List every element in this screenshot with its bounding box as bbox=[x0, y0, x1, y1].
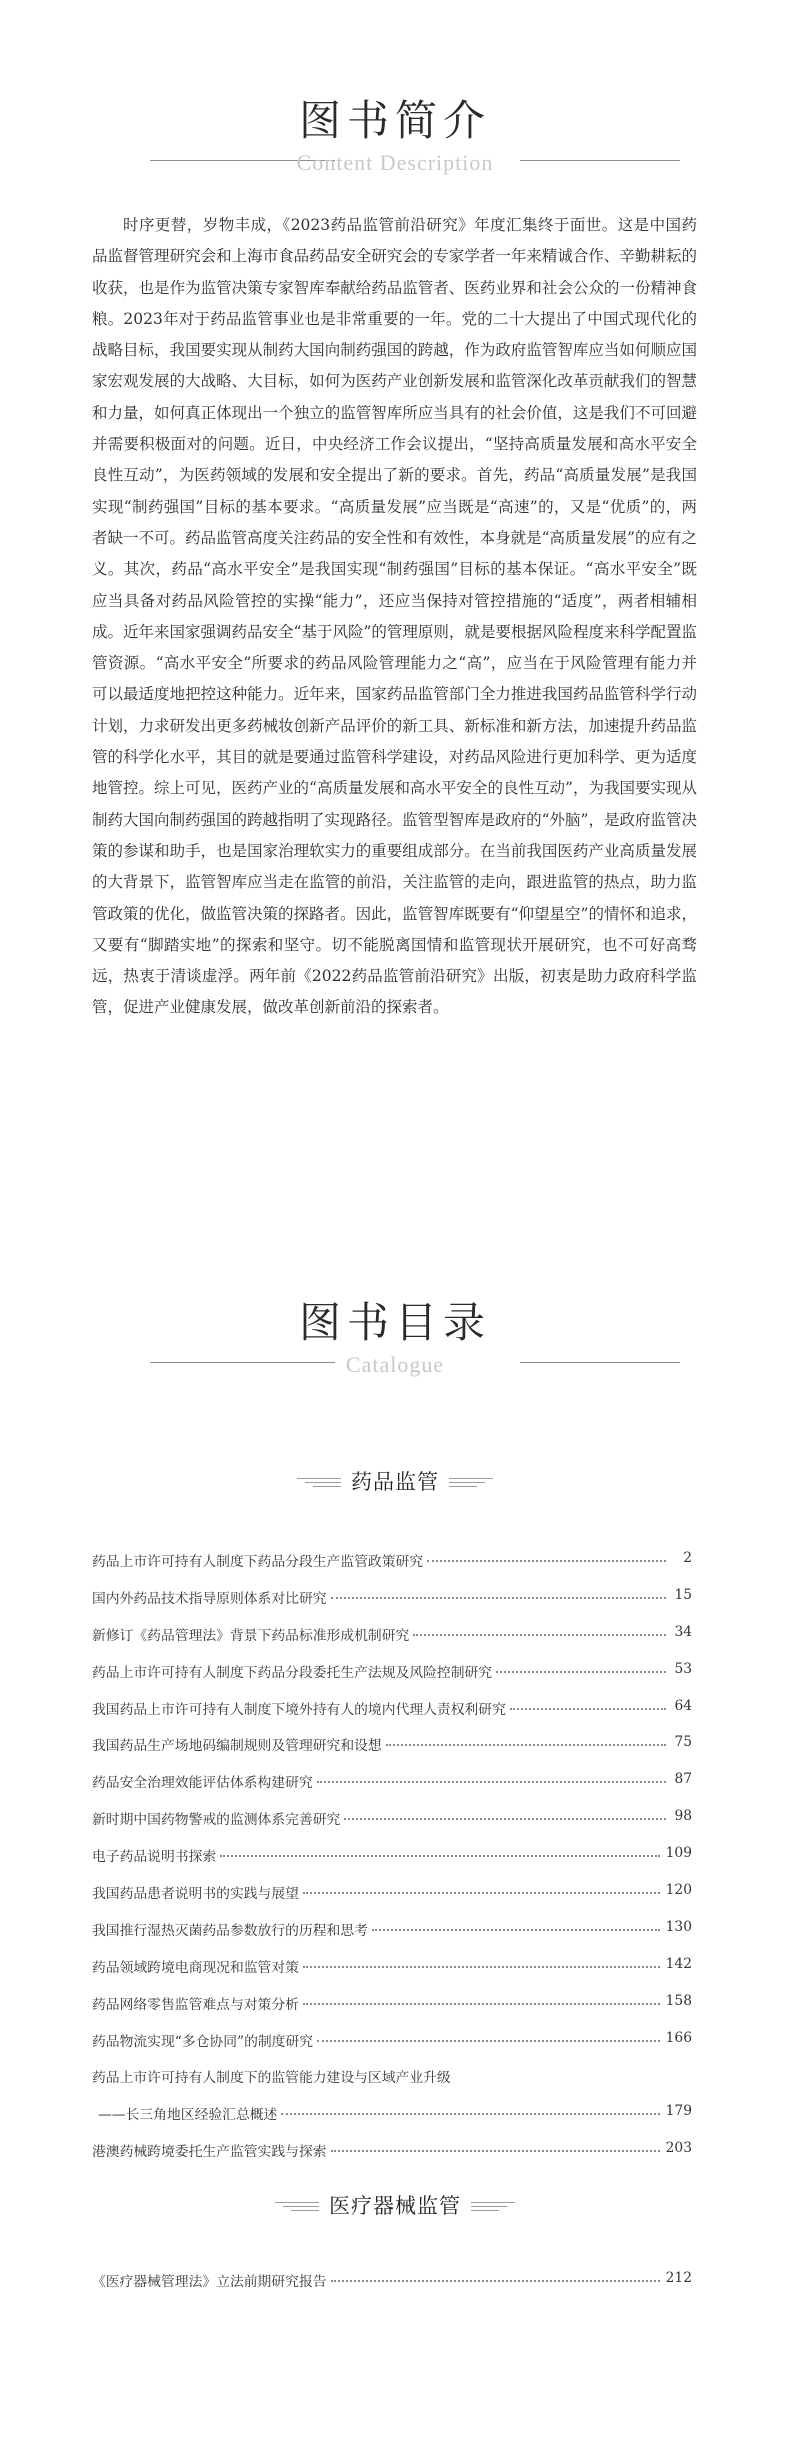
catalogue-subtitle: Catalogue bbox=[345, 1352, 445, 1377]
toc-entry[interactable] bbox=[92, 1808, 692, 1845]
toc-entry[interactable] bbox=[92, 2140, 692, 2177]
toc-leader bbox=[303, 1882, 660, 1894]
toc-entry-page: 34 bbox=[674, 1623, 692, 1640]
toc-entry[interactable] bbox=[92, 1993, 692, 2030]
toc-entry-title: 药品上市许可持有人制度下药品分段生产监管政策研究 bbox=[92, 1554, 424, 1570]
section-heading-label: 医疗器械监管 bbox=[329, 2194, 461, 2218]
toc-entry-title: 我国药品上市许可持有人制度下境外持有人的境内代理人责权利研究 bbox=[92, 1701, 506, 1718]
toc-leader bbox=[372, 1919, 660, 1931]
toc-entry-title: 新时期中国药物警戒的监测体系完善研究 bbox=[92, 1812, 341, 1829]
toc-entry[interactable] bbox=[92, 2270, 692, 2307]
toc-leader bbox=[281, 2103, 659, 2115]
toc-entry-continuation[interactable] bbox=[92, 2103, 692, 2140]
toc-leader bbox=[220, 1845, 659, 1857]
toc-entry-title: 药品安全治理效能评估体系构建研究 bbox=[92, 1775, 313, 1792]
toc-entry[interactable] bbox=[92, 1882, 692, 1919]
toc-entry[interactable] bbox=[92, 1698, 692, 1735]
toc-leader bbox=[413, 1624, 666, 1636]
toc-list-drug bbox=[92, 1550, 692, 2177]
toc-entry-page: 2 bbox=[683, 1550, 692, 1566]
catalogue-heading bbox=[0, 1290, 790, 1400]
toc-leader bbox=[303, 1993, 660, 2005]
toc-entry-title: ——长三角地区经验汇总概述 bbox=[98, 2107, 278, 2124]
toc-entry[interactable] bbox=[92, 2066, 692, 2103]
toc-entry-page: 120 bbox=[665, 1882, 692, 1899]
toc-leader bbox=[303, 1956, 660, 1968]
catalogue-title: 图书目录 bbox=[298, 1298, 491, 1347]
toc-entry[interactable] bbox=[92, 1771, 692, 1808]
toc-entry-page: 15 bbox=[674, 1586, 692, 1603]
section-heading-device bbox=[0, 2190, 790, 2220]
section-heading-label: 药品监管 bbox=[351, 1470, 439, 1494]
toc-entry-title: 新修订《药品管理法》背景下药品标准形成机制研究 bbox=[92, 1627, 410, 1644]
toc-entry[interactable] bbox=[92, 1845, 692, 1882]
toc-entry-page: 142 bbox=[665, 1955, 692, 1972]
toc-entry[interactable] bbox=[92, 2030, 692, 2067]
toc-leader bbox=[317, 2030, 660, 2042]
toc-entry-title: 药品网络零售监管难点与对策分析 bbox=[92, 1996, 299, 2013]
toc-entry-title: 药品物流实现“多仓协同”的制度研究 bbox=[92, 2033, 314, 2050]
toc-entry[interactable] bbox=[92, 1587, 692, 1624]
toc-entry-page: 130 bbox=[665, 1918, 692, 1935]
toc-entry-page: 158 bbox=[665, 1992, 692, 2009]
toc-list-device bbox=[92, 2270, 692, 2307]
toc-entry-title: 药品上市许可持有人制度下药品分段委托生产法规及风险控制研究 bbox=[92, 1664, 493, 1681]
toc-entry-title: 药品上市许可持有人制度下的监管能力建设与区域产业升级 bbox=[92, 2070, 451, 2087]
toc-leader bbox=[317, 1771, 666, 1783]
intro-paragraph: 时序更替，岁物丰成，《2023药品监管前沿研究》年度汇集终于面世。这是中国药品监督管理研究会和上海市食品药品安全研究会的专家学者一年来精诚合作、辛勤耕耘的收获，也是作为监管决策专家智库奉献给药品监管者、医药业界和社会公众的一份精神食粮。2023年对于药品监管事业也是非常重要的一年。党的二十大提出了中国式现代化的战略目标，我国要实现从制药大国向制药强国的跨越，作为政府监管智库应当如何顺应国家宏观发展的大战略、大目标，如何为医药产业创新发展和监管深化改革贡献我们的智慧和力量，如何真正体现出一个独立的监管智库所应当具有的社会价值，这是我们不可回避并需要积极面对的问题。近日，中央经济工作会议提出，“坚持高质量发展和高水平安全良性互动”，为医药领域的发展和安全提出了新的要求。首先，药品“高质量发展”是我国实现“制药强国”目标的基本要求。“高质量发展”应当既是“高速”的，又是“优质”的，两者缺一不可。药品监管高度关注药品的安全性和有效性，本身就是“高质量发展”的应有之义。其次，药品“高水平安全”是我国实现“制药强国”目标的基本保证。“高水平安全”既应当具备对药品风险管控的实操“能力”，还应当保持对管控措施的“适度”，两者相辅相成。近年来国家强调药品安全“基于风险”的管理原则，就是要根据风险程度来科学配置监管资源。“高水平安全”所要求的药品风险管理能力之“高”，应当在于风险管理有能力并可以最适度地把控这种能力。近年来，国家药品监管部门全力推进我国药品监管科学行动计划，力求研发出更多药械妆创新产品评价的新工具、新标准和新方法，加速提升药品监管的科学化水平，其目的就是要通过监管科学建设，对药品风险进行更加科学、更为适度地管控。综上可见，医药产业的“高质量发展和高水平安全的良性互动”，为我国要实现从制药大国向制药强国的跨越指明了实现路径。监管型智库是政府的“外脑”，是政府监管决策的参谋和助手，也是国家治理软实力的重要组成部分。在当前我国医药产业高质量发展的大背景下，监管智库应当走在监管的前沿，关注监管的走向，跟进监管的热点，助力监管政策的优化，做监管决策的探路者。因此，监管智库既要有“仰望星空”的情怀和追求，又要有“脚踏实地”的探索和坚守。切不能脱离国情和监管现状开展研究，也不可好高骛远，热衷于清谈虚浮。两年前《2022药品监管前沿研究》出版，初衷是助力政府科学监管，促进产业健康发展，做改革创新前沿的探索者。 bbox=[92, 216, 697, 1017]
toc-entry-title: 国内外药品技术指导原则体系对比研究 bbox=[92, 1590, 327, 1607]
toc-leader bbox=[331, 2140, 660, 2152]
toc-entry-page: 64 bbox=[674, 1697, 692, 1714]
intro-title: 图书简介 bbox=[298, 96, 491, 145]
toc-leader bbox=[331, 1587, 666, 1599]
toc-entry[interactable] bbox=[92, 1661, 692, 1698]
toc-entry-title: 我国药品生产场地码编制规则及管理研究和设想 bbox=[92, 1738, 382, 1755]
toc-entry-title: 药品领域跨境电商现况和监管对策 bbox=[92, 1959, 299, 1976]
toc-entry[interactable] bbox=[92, 1734, 692, 1771]
toc-entry[interactable] bbox=[92, 1624, 692, 1661]
toc-leader bbox=[344, 1808, 666, 1820]
toc-entry-page: 98 bbox=[674, 1808, 692, 1825]
toc-entry-title: 电子药品说明书探索 bbox=[92, 1849, 217, 1866]
heading-ornament-left bbox=[275, 2201, 319, 2213]
toc-leader bbox=[496, 1661, 666, 1673]
toc-entry-page: 203 bbox=[665, 2140, 692, 2157]
toc-entry-page: 53 bbox=[674, 1660, 692, 1677]
toc-leader bbox=[427, 1550, 666, 1562]
heading-ornament-right bbox=[471, 2201, 515, 2213]
toc-entry-title: 《医疗器械管理法》立法前期研究报告 bbox=[92, 2274, 327, 2290]
toc-leader bbox=[510, 1698, 666, 1710]
toc-entry-page: 166 bbox=[665, 2029, 692, 2046]
heading-ornament-right bbox=[449, 1477, 493, 1489]
toc-entry-page: 212 bbox=[665, 2270, 692, 2286]
intro-subtitle: Content Description bbox=[296, 150, 494, 175]
toc-entry-page: 87 bbox=[674, 1771, 692, 1788]
toc-entry-page: 109 bbox=[665, 1845, 692, 1862]
toc-entry-page: 75 bbox=[674, 1734, 692, 1751]
toc-entry-title: 我国推行湿热灭菌药品参数放行的历程和思考 bbox=[92, 1922, 368, 1939]
toc-leader bbox=[386, 1734, 666, 1746]
heading-ornament-left bbox=[297, 1477, 341, 1489]
intro-heading bbox=[0, 88, 790, 198]
toc-entry-title: 我国药品患者说明书的实践与展望 bbox=[92, 1886, 299, 1903]
section-heading-drug bbox=[0, 1466, 790, 1496]
toc-entry[interactable] bbox=[92, 1956, 692, 1993]
toc-leader bbox=[331, 2270, 660, 2282]
toc-entry[interactable] bbox=[92, 1550, 692, 1587]
toc-entry-page: 179 bbox=[665, 2103, 692, 2120]
toc-entry-title: 港澳药械跨境委托生产监管实践与探索 bbox=[92, 2144, 327, 2161]
toc-entry[interactable] bbox=[92, 1919, 692, 1956]
